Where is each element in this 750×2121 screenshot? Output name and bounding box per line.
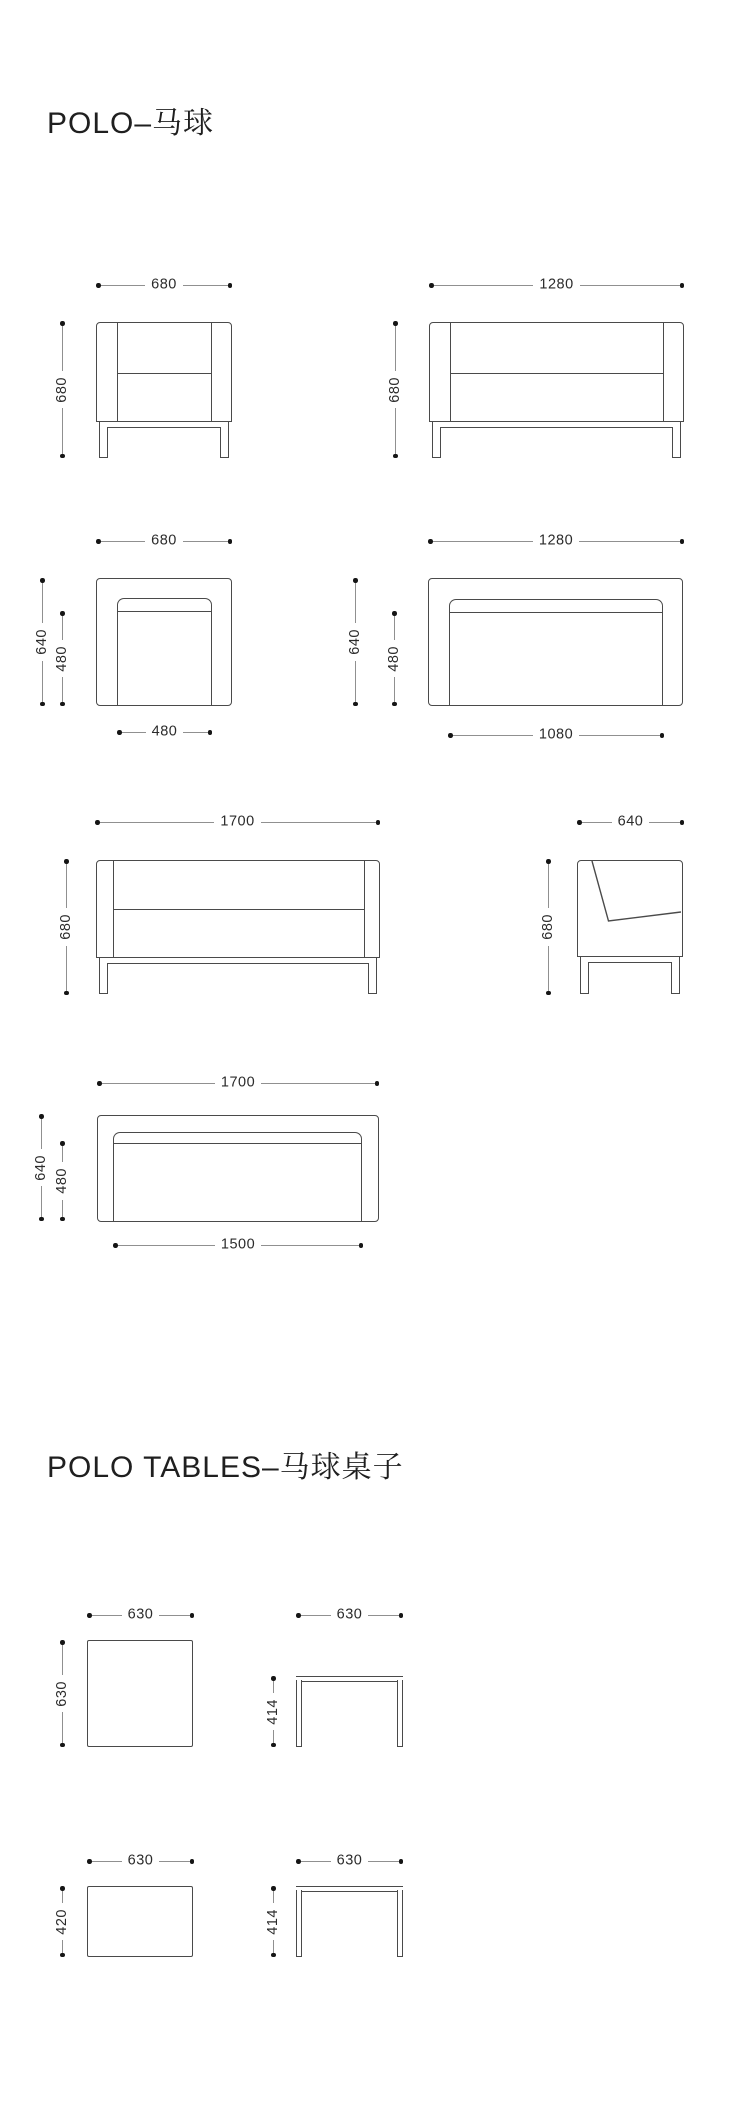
armrest-line bbox=[211, 323, 212, 421]
dimension-line bbox=[394, 616, 395, 640]
dimension-line bbox=[273, 1891, 274, 1903]
dimension-label: 1700 bbox=[220, 813, 255, 830]
dimension-line bbox=[261, 1245, 358, 1246]
section-title-polo-tables: POLO TABLES–马球桌子 bbox=[47, 1451, 404, 1484]
dimension-line bbox=[368, 1861, 398, 1862]
dimension-line bbox=[579, 735, 659, 736]
leg-stretcher bbox=[99, 957, 377, 964]
leg-stretcher bbox=[99, 421, 229, 428]
dimension-dot bbox=[40, 702, 45, 707]
tabletop-edge bbox=[296, 1676, 403, 1682]
dimension-dot bbox=[190, 1859, 195, 1864]
armchair-top-width-dimension bbox=[96, 532, 232, 549]
loveseat-top-width-dimension bbox=[428, 532, 684, 549]
dimension-dot bbox=[680, 283, 685, 288]
dimension-line bbox=[261, 1083, 374, 1084]
dimension-line bbox=[301, 1615, 331, 1616]
dimension-line bbox=[41, 1186, 42, 1216]
dimension-dot bbox=[393, 454, 398, 459]
armchair-seat-outline bbox=[117, 598, 212, 706]
armchair-depth-dimension bbox=[34, 578, 51, 706]
dimension-line bbox=[582, 822, 612, 823]
dimension-line bbox=[261, 822, 376, 823]
dimension-label: 630 bbox=[336, 1852, 363, 1869]
tabletop-outline bbox=[87, 1886, 193, 1957]
dimension-line bbox=[62, 677, 63, 701]
dimension-label: 414 bbox=[265, 1698, 282, 1725]
dimension-line bbox=[433, 541, 533, 542]
dimension-line bbox=[42, 583, 43, 624]
sofa-seat-outline bbox=[113, 1132, 362, 1222]
dimension-dot bbox=[228, 539, 233, 544]
dimension-line bbox=[548, 864, 549, 909]
dimension-label: 630 bbox=[127, 1606, 154, 1623]
dimension-label: 640 bbox=[347, 629, 364, 655]
dimension-label: 480 bbox=[386, 645, 403, 672]
sofa-seat-width-dimension bbox=[113, 1236, 363, 1253]
dimension-dot bbox=[190, 1613, 195, 1618]
dimension-dot bbox=[64, 991, 69, 996]
dimension-line bbox=[394, 677, 395, 701]
armrest-line bbox=[450, 323, 451, 421]
dimension-label: 1700 bbox=[220, 1074, 256, 1091]
dimension-line bbox=[355, 661, 356, 702]
dimension-line bbox=[62, 1940, 63, 1952]
loveseat-height-dimension bbox=[387, 321, 404, 458]
dimension-line bbox=[395, 326, 396, 371]
section-title-polo: POLO–马球 bbox=[47, 107, 215, 140]
dimension-line bbox=[62, 1712, 63, 1742]
dimension-line bbox=[42, 661, 43, 702]
dimension-dot bbox=[228, 283, 233, 288]
dimension-line bbox=[649, 822, 679, 823]
dimension-dot bbox=[359, 1243, 364, 1248]
right-leg bbox=[220, 427, 229, 459]
right-leg bbox=[672, 427, 681, 459]
dimension-label: 640 bbox=[617, 813, 644, 830]
loveseat-depth-dimension bbox=[347, 578, 364, 706]
backrest-line bbox=[118, 611, 211, 612]
dimension-dot bbox=[60, 1217, 65, 1222]
dimension-line bbox=[183, 541, 228, 542]
sofa-body bbox=[96, 860, 380, 958]
dimension-label: 480 bbox=[54, 1168, 71, 1194]
dimension-dot bbox=[271, 1743, 276, 1748]
dimension-line bbox=[92, 1615, 122, 1616]
dimension-label: 1500 bbox=[220, 1236, 256, 1253]
dimension-dot bbox=[399, 1613, 404, 1618]
right-leg bbox=[397, 1680, 403, 1747]
dimension-line bbox=[66, 946, 67, 991]
dimension-line bbox=[66, 864, 67, 909]
loveseat-width-dimension bbox=[429, 276, 684, 293]
dimension-label: 1280 bbox=[538, 532, 574, 549]
dimension-label: 630 bbox=[336, 1606, 363, 1623]
dimension-line bbox=[41, 1119, 42, 1149]
armchair-seat-width-dimension bbox=[117, 723, 212, 740]
dimension-dot bbox=[60, 1743, 65, 1748]
dimension-line bbox=[102, 1083, 215, 1084]
dimension-dot bbox=[399, 1859, 404, 1864]
dimension-line bbox=[183, 732, 207, 733]
dimension-dot bbox=[60, 454, 65, 459]
armrest-line bbox=[117, 323, 118, 421]
dimension-label: 680 bbox=[58, 914, 75, 940]
left-leg bbox=[296, 1680, 302, 1747]
dimension-dot bbox=[271, 1953, 276, 1958]
table-depth-dimension bbox=[54, 1640, 71, 1747]
armchair-width-dimension bbox=[96, 276, 232, 293]
dimension-label: 640 bbox=[34, 629, 51, 655]
dimension-line bbox=[301, 1861, 331, 1862]
dimension-label: 640 bbox=[33, 1154, 50, 1181]
dimension-dot bbox=[392, 702, 397, 707]
dimension-line bbox=[395, 408, 396, 453]
dimension-label: 680 bbox=[151, 532, 177, 549]
dimension-line bbox=[273, 1681, 274, 1693]
side-depth-dimension bbox=[577, 813, 684, 830]
dimension-line bbox=[62, 1645, 63, 1675]
right-leg bbox=[397, 1890, 403, 1957]
dimension-line bbox=[62, 616, 63, 640]
sofa-seat-depth-dimension bbox=[54, 1141, 71, 1221]
dimension-line bbox=[159, 1615, 189, 1616]
dimension-line bbox=[62, 408, 63, 453]
table-width-dimension bbox=[87, 1606, 194, 1623]
table-height-dimension bbox=[265, 1886, 282, 1957]
dimension-line bbox=[101, 541, 146, 542]
backrest-line bbox=[114, 1143, 361, 1144]
dimension-line bbox=[273, 1940, 274, 1952]
loveseat-seat-outline bbox=[449, 599, 663, 706]
seat-cushion-line bbox=[117, 373, 212, 374]
dimension-line bbox=[273, 1730, 274, 1742]
dimension-line bbox=[434, 285, 534, 286]
left-leg bbox=[580, 962, 589, 995]
right-leg bbox=[671, 962, 680, 995]
dimension-line bbox=[579, 541, 679, 542]
sofa-width-dimension bbox=[95, 813, 380, 830]
dimension-dot bbox=[376, 820, 381, 825]
backrest-line bbox=[450, 612, 662, 613]
dimension-line bbox=[62, 326, 63, 371]
dimension-dot bbox=[660, 733, 665, 738]
armchair-body bbox=[96, 322, 232, 422]
dimension-dot bbox=[60, 702, 65, 707]
side-legs bbox=[580, 956, 680, 994]
dimension-line bbox=[92, 1861, 122, 1862]
armchair-legs bbox=[99, 421, 229, 458]
loveseat-seat-depth-dimension bbox=[386, 611, 403, 706]
left-leg bbox=[296, 1890, 302, 1957]
leg-stretcher bbox=[432, 421, 681, 428]
dimension-label: 1280 bbox=[539, 276, 574, 293]
dimension-line bbox=[122, 732, 146, 733]
armrest-line bbox=[663, 323, 664, 421]
right-leg bbox=[368, 963, 377, 995]
dimension-dot bbox=[375, 1081, 380, 1086]
table-width-dimension bbox=[296, 1852, 403, 1869]
left-leg bbox=[432, 427, 441, 459]
dimension-label: 480 bbox=[54, 645, 71, 672]
dimension-label: 630 bbox=[127, 1852, 154, 1869]
dimension-line bbox=[62, 1146, 63, 1163]
dimension-dot bbox=[353, 702, 358, 707]
dimension-line bbox=[100, 822, 215, 823]
sofa-height-dimension bbox=[58, 859, 75, 995]
table-width-dimension bbox=[87, 1852, 194, 1869]
tabletop-outline bbox=[87, 1640, 193, 1747]
seat-cushion-line bbox=[113, 909, 365, 910]
dimension-label: 630 bbox=[54, 1680, 71, 1707]
loveseat-body bbox=[429, 322, 684, 422]
dimension-line bbox=[101, 285, 146, 286]
dimension-line bbox=[62, 1200, 63, 1217]
dimension-label: 414 bbox=[265, 1908, 282, 1935]
dimension-line bbox=[548, 946, 549, 991]
side-body bbox=[577, 860, 683, 957]
dimension-line bbox=[62, 1891, 63, 1903]
loveseat-seat-width-dimension bbox=[448, 726, 664, 743]
dimension-label: 680 bbox=[540, 914, 557, 940]
loveseat-legs bbox=[432, 421, 681, 458]
left-leg bbox=[99, 963, 108, 995]
dimension-label: 680 bbox=[54, 376, 71, 403]
dimension-line bbox=[453, 735, 533, 736]
dimension-dot bbox=[39, 1217, 44, 1222]
dimension-dot bbox=[680, 539, 685, 544]
table-depth-dimension bbox=[54, 1886, 71, 1957]
dimension-dot bbox=[546, 991, 551, 996]
dimension-line bbox=[118, 1245, 215, 1246]
dimension-dot bbox=[680, 820, 685, 825]
dimension-line bbox=[159, 1861, 189, 1862]
dimension-label: 1080 bbox=[538, 726, 574, 743]
table-width-dimension bbox=[296, 1606, 403, 1623]
armchair-height-dimension bbox=[54, 321, 71, 458]
side-height-dimension bbox=[540, 859, 557, 995]
dimension-label: 680 bbox=[151, 276, 177, 293]
dimension-dot bbox=[60, 1953, 65, 1958]
dimension-line bbox=[183, 285, 228, 286]
sofa-depth-dimension bbox=[33, 1114, 50, 1221]
backrest-profile-lines bbox=[578, 861, 681, 955]
dimension-label: 680 bbox=[387, 376, 404, 403]
sofa-top-width-dimension bbox=[97, 1074, 379, 1091]
dimension-label: 480 bbox=[151, 723, 178, 740]
dimension-line bbox=[368, 1615, 398, 1616]
sofa-legs bbox=[99, 957, 377, 994]
dimension-label: 420 bbox=[54, 1908, 71, 1935]
seat-cushion-line bbox=[450, 373, 664, 374]
dimension-dot bbox=[208, 730, 213, 735]
armchair-seat-depth-dimension bbox=[54, 611, 71, 706]
leg-stretcher bbox=[580, 956, 680, 963]
dimension-line bbox=[355, 583, 356, 624]
left-leg bbox=[99, 427, 108, 459]
tabletop-edge bbox=[296, 1886, 403, 1892]
dimension-line bbox=[580, 285, 680, 286]
table-height-dimension bbox=[265, 1676, 282, 1747]
